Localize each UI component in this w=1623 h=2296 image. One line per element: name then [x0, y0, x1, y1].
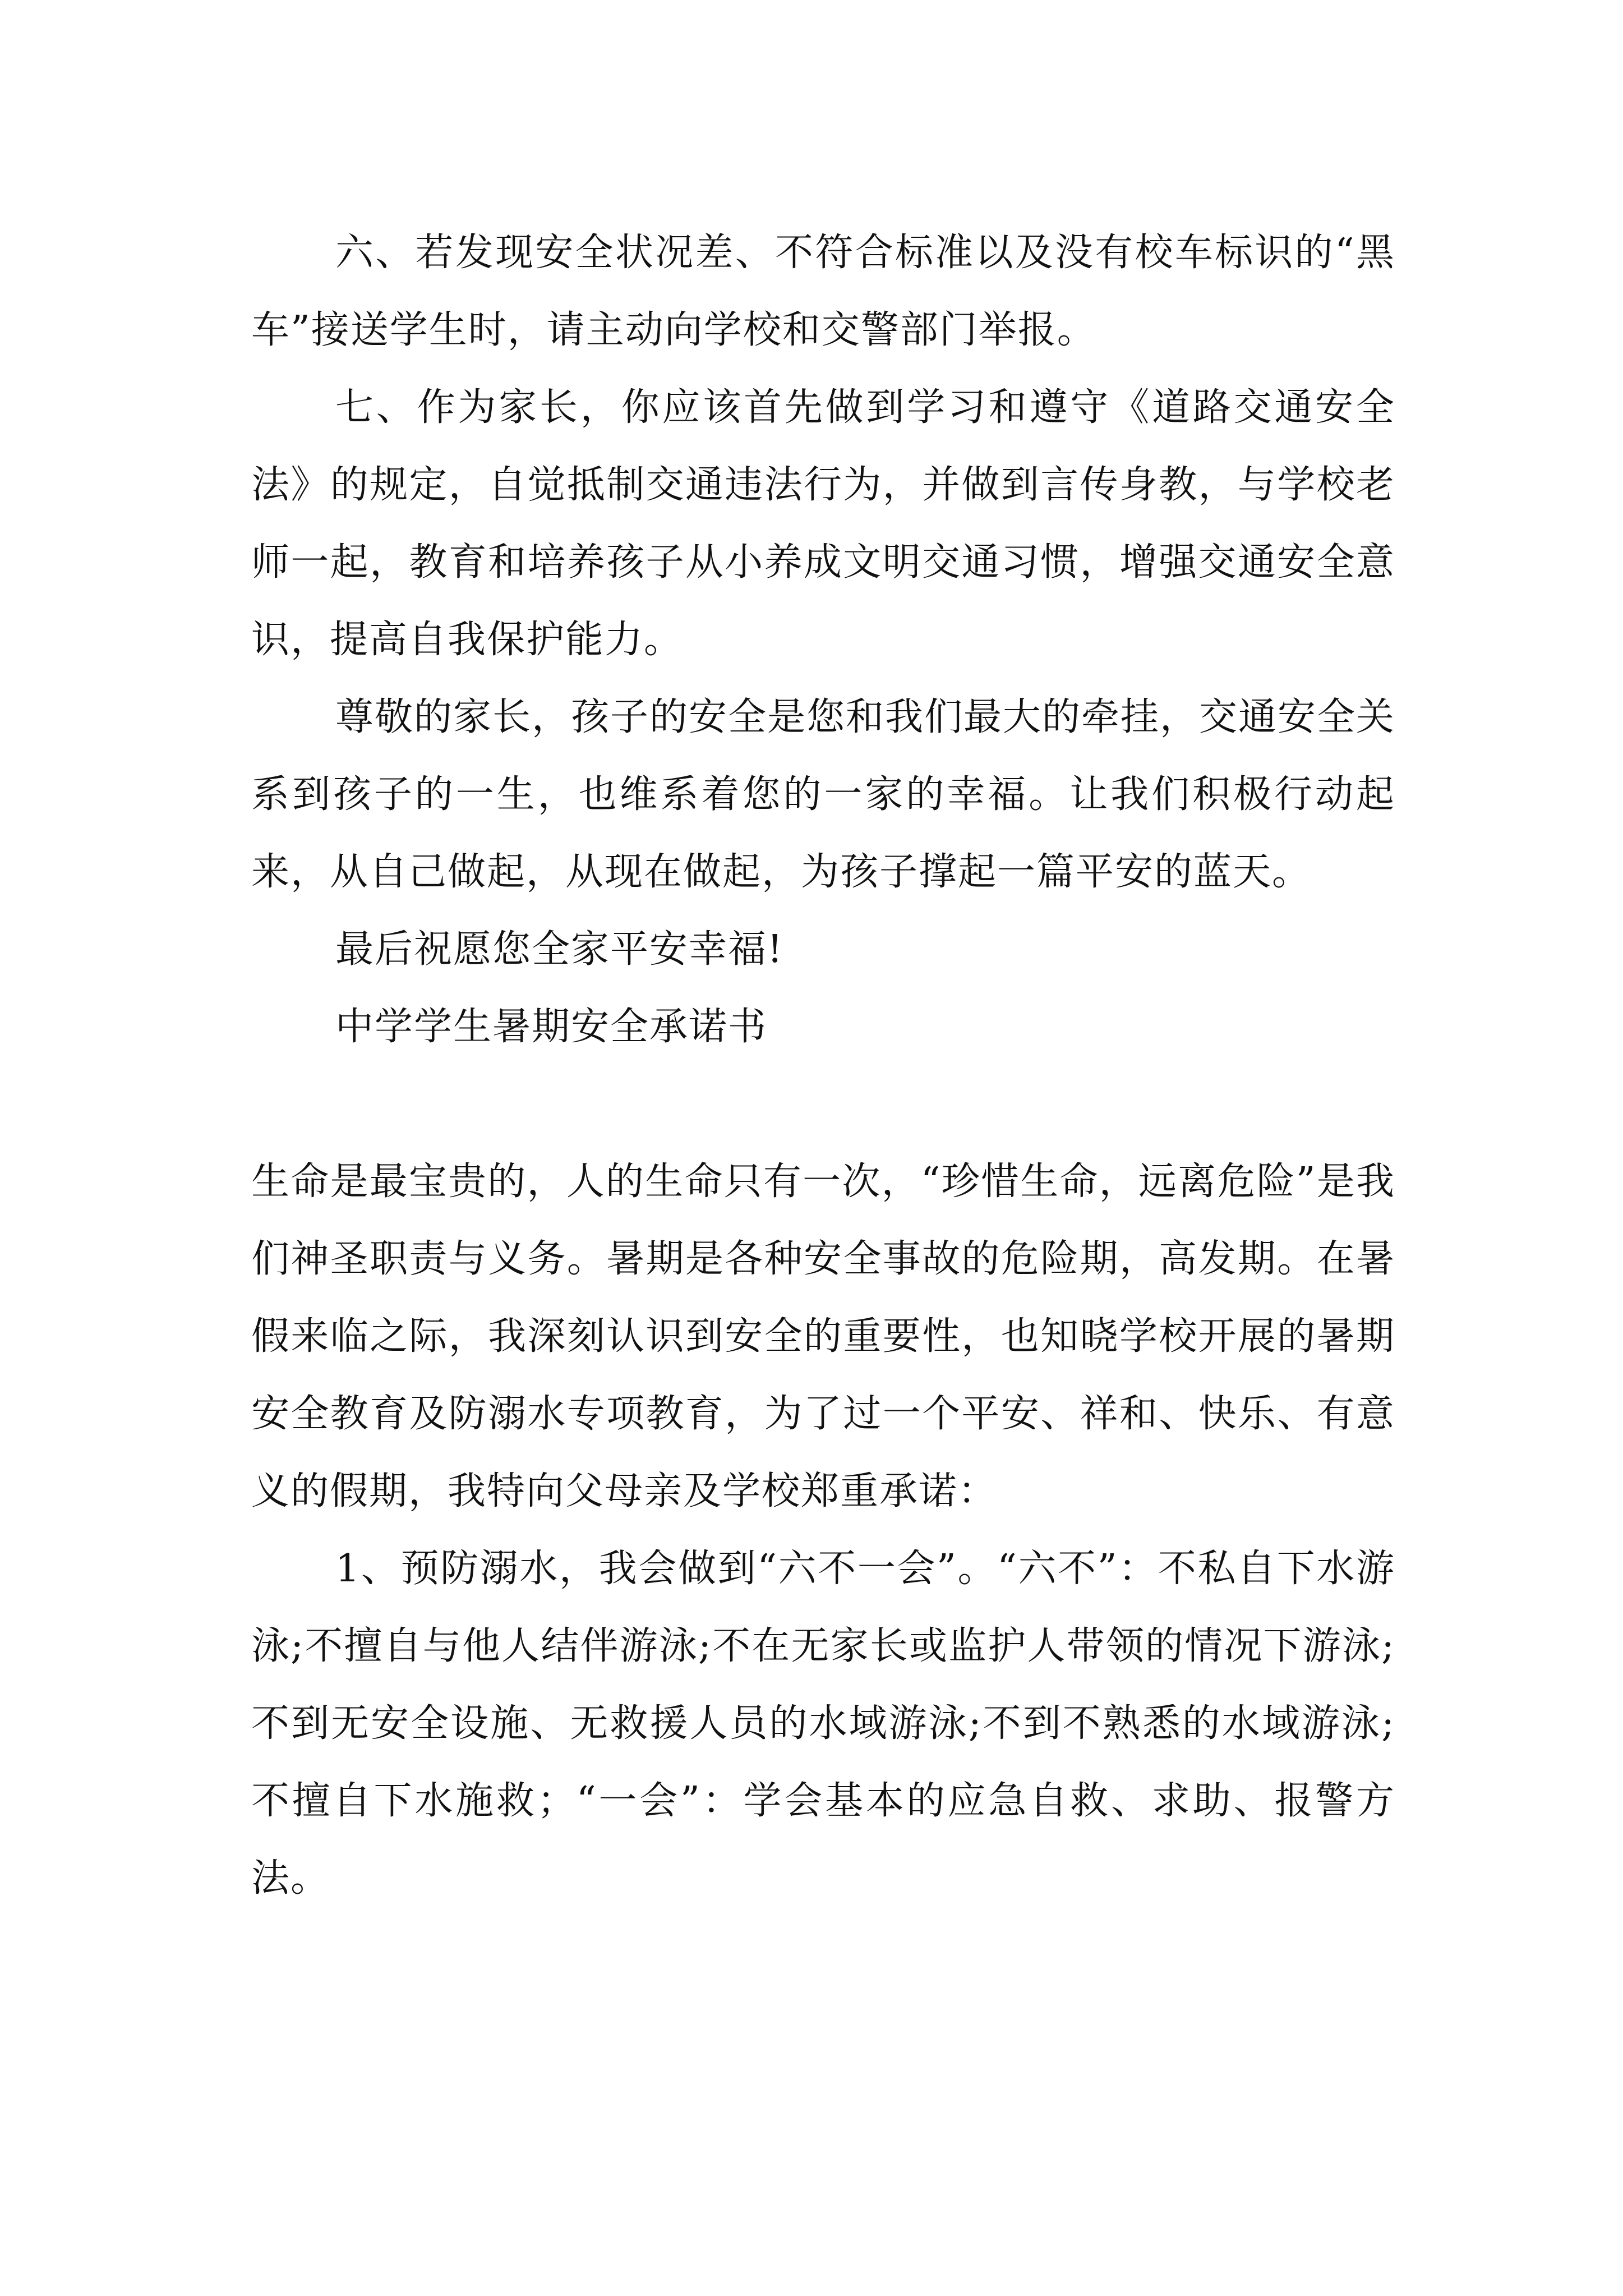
document-body: [251, 214, 1395, 1917]
paragraph-closing-note: 尊敬的家长，孩子的安全是您和我们最大的牵挂，交通安全关系到孩子的一生，也维系着您的一家的幸福。让我们积极行动起来，从自己做起，从现在做起，为孩子撑起一篇平安的蓝天。: [251, 695, 1396, 894]
section-spacer: [251, 1066, 1395, 1143]
section-title: 中学学生暑期安全承诺书: [335, 1005, 768, 1049]
paragraph-item-6: 六、若发现安全状况差、不符合标准以及没有校车标识的“黑车”接送学生时，请主动向学校和交警部门举报。: [251, 231, 1395, 352]
pledge-item-1: 1、预防溺水，我会做到“六不一会”。“六不”：不私自下水游泳;不擅自与他人结伴游泳;不在无家长或监护人带领的情况下游泳;不到无安全设施、无救援人员的水域游泳;不到不熟悉的水域游泳;不擅自下水施救；“一会”：学会基本的应急自救、求助、报警方法。: [251, 1547, 1395, 1901]
paragraph-wish: 最后祝愿您全家平安幸福!: [335, 927, 784, 972]
paragraph-item-7: 七、作为家长，你应该首先做到学习和遵守《道路交通安全法》的规定，自觉抵制交通违法行为，并做到言传身教，与学校老师一起，教育和培养孩子从小养成文明交通习惯，增强交通安全意识，提高自我保护能力。: [251, 385, 1395, 662]
pledge-intro: 生命是最宝贵的，人的生命只有一次，“珍惜生命，远离危险”是我们神圣职责与义务。暑期是各种安全事故的危险期，高发期。在暑假来临之际，我深刻认识到安全的重要性，也知晓学校开展的暑期安全教育及防溺水专项教育，为了过一个平安、祥和、快乐、有意义的假期，我特向父母亲及学校郑重承诺：: [251, 1159, 1395, 1513]
